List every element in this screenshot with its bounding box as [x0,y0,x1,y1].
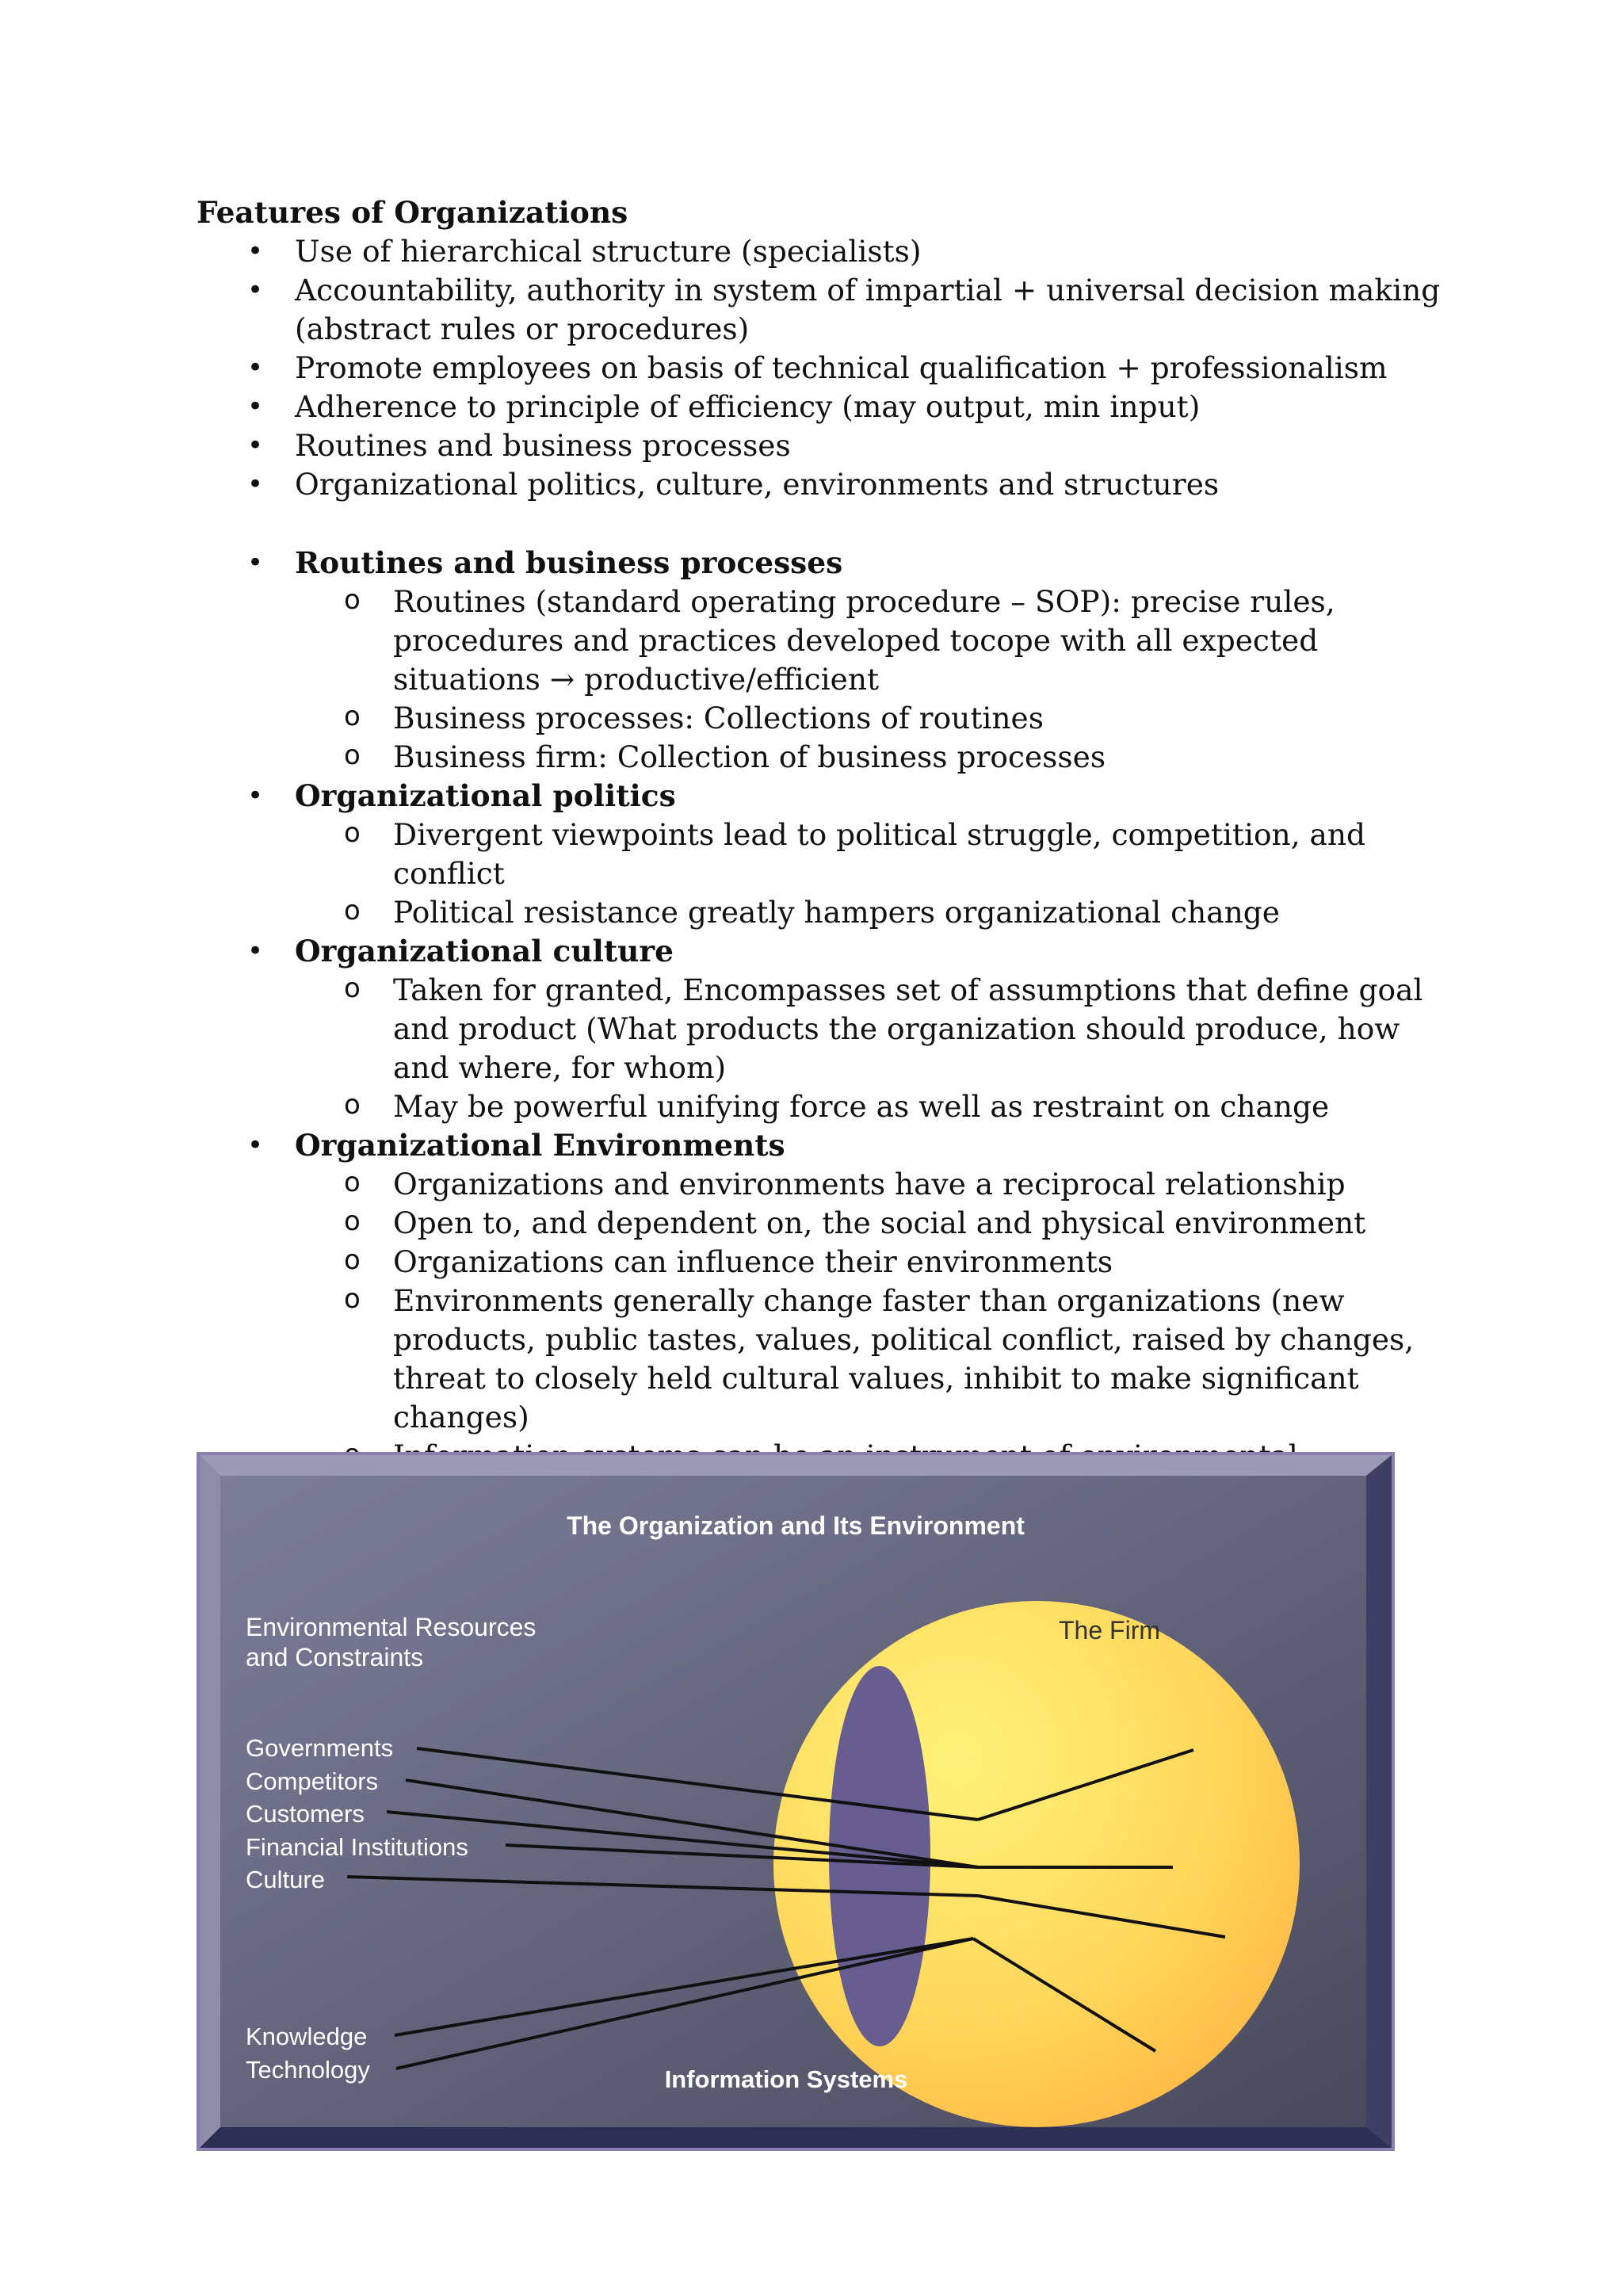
env-label-line1: Environmental Resources [246,1613,537,1641]
circle-bullet-icon: o [344,1089,361,1121]
sub-list [295,971,1449,1126]
bullet-icon: • [247,468,264,500]
bullet-icon: • [247,935,264,967]
information-systems-label: Information Systems [664,2065,908,2093]
sub-list-item: o Divergent viewpoints lead to political struggle, competition, and conflict [393,816,1449,893]
circle-bullet-icon: o [344,895,361,926]
factor-customers: Customers [246,1800,365,1828]
factor-technology: Technology [246,2056,370,2084]
spacer [197,504,1449,544]
factor-culture: Culture [246,1866,325,1893]
sub-list-item: o Organizations can influence their environments [393,1243,1449,1282]
frame-right-bevel [1366,1455,1392,2148]
bullet-icon: • [247,391,264,422]
sub-list-item: o May be powerful unifying force as well as restraint on change [393,1087,1449,1126]
list-item: • Promote employees on basis of technical qualification + professionalism [295,349,1449,388]
section-title: Organizational culture [295,934,674,968]
bullet-icon: • [247,352,264,384]
document-text [197,193,1449,1515]
circle-bullet-icon: o [344,739,361,771]
features-list [197,232,1449,504]
circle-bullet-icon: o [344,1205,361,1237]
section-heading: Features of Organizations [197,195,628,230]
circle-bullet-icon: o [344,1167,361,1198]
bullet-icon: • [247,235,264,267]
frame-bottom-bevel [200,2127,1392,2148]
sub-list-item: o Routines (standard operating procedure – SOP): precise rules, procedures and practices developed tocope with all expected situations → productive/efficient [393,583,1449,699]
sub-list-item: o Business firm: Collection of business processes [393,738,1449,777]
sub-list [295,583,1449,777]
bullet-icon: • [247,1129,264,1161]
list-item: • Routines and business processes [295,426,1449,465]
section-title: Organizational politics [295,778,676,813]
circle-bullet-icon: o [344,1244,361,1276]
sub-list-item: o Open to, and dependent on, the social and physical environment [393,1204,1449,1243]
frame-left-bevel [200,1455,220,2148]
section-culture [247,932,1449,1126]
bullet-icon: • [247,547,264,579]
section-politics [247,777,1449,932]
list-item: • Use of hierarchical structure (specialists) [295,232,1449,271]
env-label-line2: and Constraints [246,1643,424,1671]
sub-list-item: o Organizations and environments have a reciprocal relationship [393,1165,1449,1204]
bullet-icon: • [247,780,264,812]
factor-knowledge: Knowledge [246,2023,368,2050]
section-title: Organizational Environments [295,1128,785,1163]
sub-list [295,816,1449,932]
circle-bullet-icon: o [344,972,361,1004]
frame-top-bevel [200,1455,1392,1476]
sub-list-item: o Taken for granted, Encompasses set of assumptions that define goal and product (What products the organization should produce, how and where, for whom) [393,971,1449,1087]
section-routines [247,544,1449,777]
list-item: • Organizational politics, culture, environments and structures [295,465,1449,504]
sub-list-item: o Business processes: Collections of routines [393,699,1449,738]
factor-competitors: Competitors [246,1767,379,1795]
section-title: Routines and business processes [295,545,843,580]
circle-bullet-icon: o [344,701,361,732]
bullet-icon: • [247,274,264,306]
circle-bullet-icon: o [344,584,361,616]
list-item: • Accountability, authority in system of impartial + universal decision making (abstract rules or procedures) [247,273,1441,346]
firm-label: The Firm [1059,1616,1160,1645]
sub-list-item: o Political resistance greatly hampers organizational change [393,893,1449,932]
sub-list-item: o Environments generally change faster than organizations (new products, public tastes, values, political conflict, raised by changes, threat to closely held cultural values, inhibit to make significant changes) [393,1282,1449,1437]
diagram-svg [197,1452,1395,2151]
sections-list [197,544,1449,1515]
factor-financial-institutions: Financial Institutions [246,1833,468,1861]
factor-governments: Governments [246,1734,394,1762]
circle-bullet-icon: o [344,817,361,849]
bullet-icon: • [247,430,264,461]
organization-environment-diagram [197,1452,1395,2151]
circle-bullet-icon: o [344,1283,361,1315]
list-item: • Adherence to principle of efficiency (may output, min input) [295,388,1449,426]
diagram-title: The Organization and Its Environment [567,1511,1025,1540]
